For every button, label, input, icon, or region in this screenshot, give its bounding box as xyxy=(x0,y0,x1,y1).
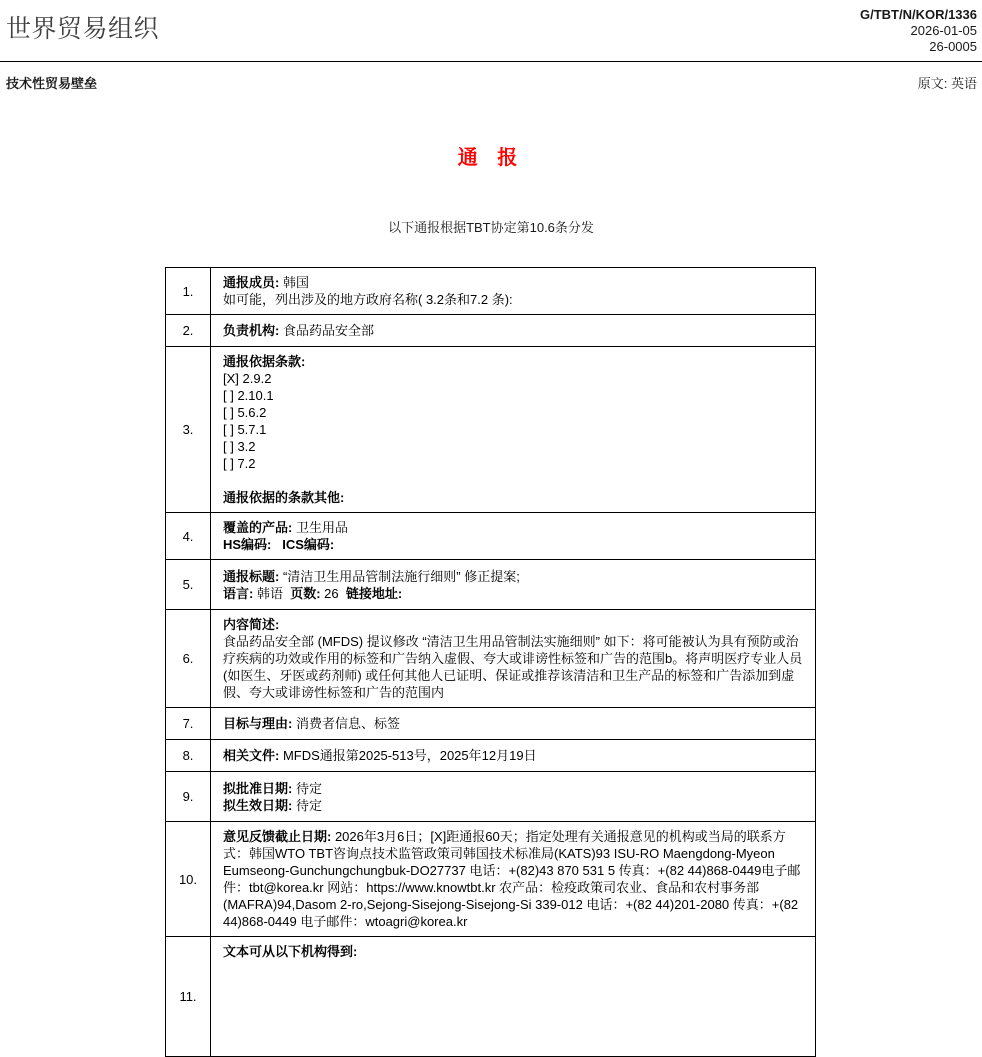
description-text: 食品药品安全部 (MFDS) 提议修改 “清洁卫生用品管制法实施细则” 如下：将可能被认为具有预防或治疗疾病的功效或作用的标签和广告纳入虚假、夸大或诽谤性标签和广告的范围b。将声明医疗专业人员 (如医生、牙医或药剂师) 或任何其他人已证明、保证或推荐该清洁和卫生产品的标签和广告添加到虚假、夸大或诽谤性标签和广告的范围内 xyxy=(223,634,806,700)
relevant-documents-value: MFDS通报第2025-513号，2025年12月19日 xyxy=(279,748,537,763)
notifying-member-label: 通报成员: xyxy=(223,275,280,290)
description-label: 内容简述: xyxy=(223,617,280,632)
comment-deadline-label: 意见反馈截止日期: xyxy=(223,829,332,844)
text-available-from-label: 文本可从以下机构得到: xyxy=(223,944,358,959)
committee-label: 技术性贸易壁垒 xyxy=(6,76,98,91)
notification-form-table xyxy=(165,267,816,1057)
responsible-agency-label: 负责机构: xyxy=(223,323,280,338)
row-number: 10. xyxy=(166,822,211,937)
comment-deadline-text: 2026年3月6日；[X]距通报60天；指定处理有关通报意见的机构或当局的联系方式：韩国WTO TBT咨询点技术监管政策司韩国技术标准局(KATS)93 ISU-RO Maengdong-Myeon Eumseong-Gunchungchungbuk-DO27737 电话：+(82)43 870 531 5 传真：+(82 44)868-0449电子邮件：tbt@korea.kr 网站：https://www.knowtbt.kr 农产品：检疫政策司农业、食品和农村事务部(MAFRA)94,Dasom 2-ro,Sejong-Sisejong-Sisejong-Si 339-012 电话：+(82 44)201-2080 传真：+(82 44)868-0449 电子邮件：wtoagri@korea.kr xyxy=(223,829,802,929)
table-row-11 xyxy=(166,937,816,1057)
article-option-2-10-1: [ ] 2.10.1 xyxy=(223,388,274,403)
doc-date: 2026-01-05 xyxy=(910,23,977,38)
table-row-8 xyxy=(166,740,816,772)
table-row-3 xyxy=(166,347,816,513)
document-header xyxy=(0,0,982,55)
notification-title-value: “清洁卫生用品管制法施行细则” 修正提案; xyxy=(279,568,520,584)
notifying-member-value: 韩国 xyxy=(279,275,309,290)
original-language-label: 原文: 英语 xyxy=(917,76,977,91)
blank-line xyxy=(223,473,227,488)
link-label: 链接地址: xyxy=(345,585,403,601)
row-number: 4. xyxy=(166,513,211,560)
notification-page-title: 通 报 xyxy=(457,147,525,169)
proposed-entry-into-force-value: 待定 xyxy=(292,797,322,813)
notified-under-article-label: 通报依据条款: xyxy=(223,354,306,369)
article-option-5-7-1: [ ] 5.7.1 xyxy=(223,422,267,437)
table-row-6 xyxy=(166,610,816,708)
hs-code-label: HS编码: xyxy=(223,537,272,552)
row-number: 8. xyxy=(166,740,211,772)
proposed-adoption-date-label: 拟批准日期: xyxy=(223,780,293,796)
table-row-2 xyxy=(166,315,816,347)
objective-label: 目标与理由: xyxy=(223,716,293,731)
proposed-entry-into-force-label: 拟生效日期: xyxy=(223,797,293,813)
row-number: 1. xyxy=(166,268,211,315)
ics-code-label: ICS编码: xyxy=(282,537,335,552)
table-row-9 xyxy=(166,772,816,822)
article-option-7-2: [ ] 7.2 xyxy=(223,456,256,471)
row-number: 9. xyxy=(166,772,211,822)
row-number: 11. xyxy=(166,937,211,1057)
table-row-5 xyxy=(166,560,816,610)
article-option-2-9-2: [X] 2.9.2 xyxy=(223,371,272,386)
responsible-agency-value: 食品药品安全部 xyxy=(279,323,374,338)
proposed-adoption-date-value: 待定 xyxy=(292,780,322,796)
language-label: 语言: xyxy=(223,585,254,601)
notification-title-label: 通报标题: xyxy=(223,568,280,584)
doc-number: 26-0005 xyxy=(929,39,977,54)
table-row-1 xyxy=(166,268,816,315)
table-row-10 xyxy=(166,822,816,937)
local-government-note: 如可能，列出涉及的地方政府名称( 3.2条和7.2 条): xyxy=(223,292,513,307)
products-covered-value: 卫生用品 xyxy=(292,520,348,535)
relevant-documents-label: 相关文件: xyxy=(223,748,280,763)
row-number: 2. xyxy=(166,315,211,347)
row-number: 5. xyxy=(166,560,211,610)
article-option-5-6-2: [ ] 5.6.2 xyxy=(223,405,267,420)
document-reference-block xyxy=(860,7,977,55)
row-number: 3. xyxy=(166,347,211,513)
pages-value: 26 xyxy=(320,585,346,601)
table-row-4 xyxy=(166,513,816,560)
org-title: 世界贸易组织 xyxy=(6,15,160,43)
pages-label: 页数: xyxy=(290,585,321,601)
doc-symbol: G/TBT/N/KOR/1336 xyxy=(859,7,977,22)
distribution-note: 以下通报根据TBT协定第10.6条分发 xyxy=(388,220,594,235)
row-number: 6. xyxy=(166,610,211,708)
language-value: 韩语 xyxy=(253,585,291,601)
row-number: 7. xyxy=(166,708,211,740)
code-spacer xyxy=(271,537,282,552)
other-articles-label: 通报依据的条款其他: xyxy=(223,490,345,505)
table-row-7 xyxy=(166,708,816,740)
subheader xyxy=(0,62,982,92)
products-covered-label: 覆盖的产品: xyxy=(223,520,293,535)
objective-value: 消费者信息、标签 xyxy=(292,716,400,731)
article-option-3-2: [ ] 3.2 xyxy=(223,439,256,454)
